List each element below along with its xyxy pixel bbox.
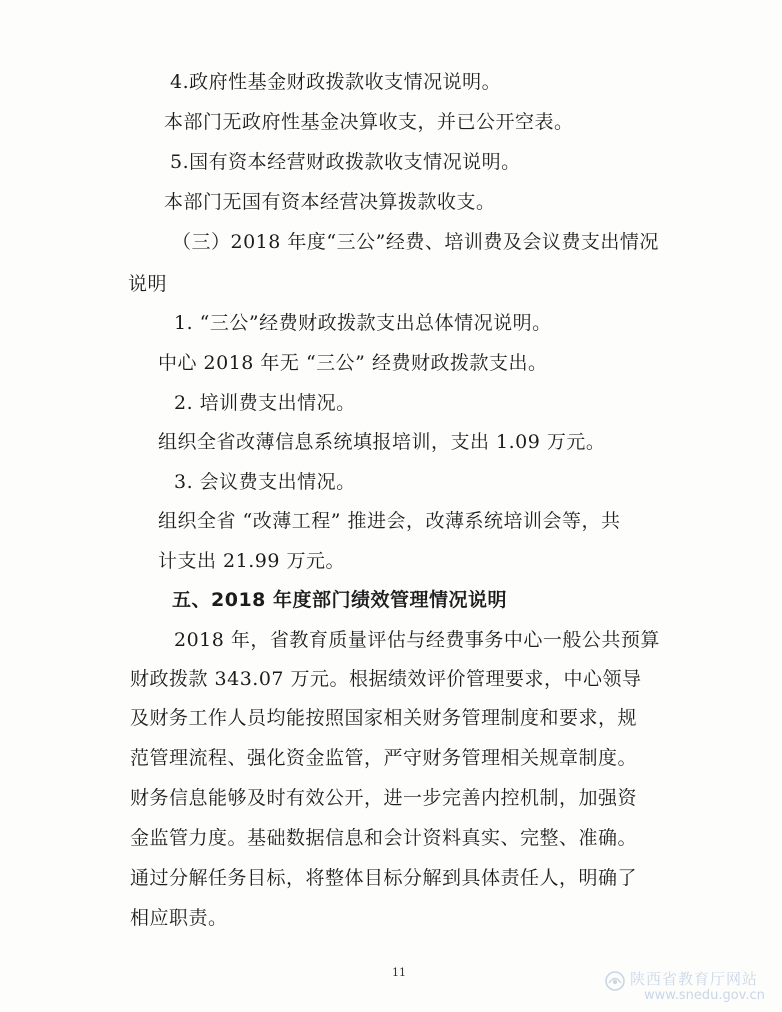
- performance-para-line-6: 金监管力度。基础数据信息和会计资料真实、完整、准确。: [130, 827, 638, 849]
- item-2-heading: 2. 培训费支出情况。: [174, 392, 356, 414]
- site-watermark: [604, 968, 780, 1008]
- site-logo-icon: [604, 970, 626, 992]
- section-5-body: 本部门无国有资本经营决算拨款收支。: [164, 191, 496, 213]
- item-3-body: 组织全省 “改薄工程” 推进会，改薄系统培训会等，共: [158, 510, 621, 532]
- performance-para-line-3: 及财务工作人员均能按照国家相关财务管理制度和要求，规: [130, 707, 638, 729]
- watermark-title: 陕西省教育厅网站: [630, 970, 759, 988]
- performance-para-line-4: 范管理流程、强化资金监管，严守财务管理相关规章制度。: [130, 747, 638, 769]
- section-5-heading: 5.国有资本经营财政拨款收支情况说明。: [170, 151, 521, 173]
- section-4-heading: 4.政府性基金财政拨款收支情况说明。: [170, 71, 502, 93]
- watermark-url: www.snedu.gov.cn: [644, 988, 765, 1003]
- item-1-heading: 1. “三公”经费财政拨款支出总体情况说明。: [174, 312, 552, 334]
- item-3-heading: 3. 会议费支出情况。: [174, 471, 356, 493]
- page-number: 11: [392, 966, 406, 979]
- performance-para-line-5: 财务信息能够及时有效公开，进一步完善内控机制，加强资: [130, 787, 638, 809]
- item-2-body: 组织全省改薄信息系统填报培训，支出 1.09 万元。: [158, 431, 606, 453]
- section-five-heading: 五、2018 年度部门绩效管理情况说明: [172, 589, 507, 611]
- performance-para-line-1: 2018 年，省教育质量评估与经费事务中心一般公共预算: [174, 629, 660, 651]
- subsection-3-heading-cont: 说明: [128, 273, 168, 295]
- performance-para-line-8: 相应职责。: [130, 907, 228, 929]
- performance-para-line-2: 财政拨款 343.07 万元。根据绩效评价管理要求，中心领导: [130, 668, 642, 690]
- section-4-body: 本部门无政府性基金决算收支，并已公开空表。: [164, 111, 574, 133]
- performance-para-line-7: 通过分解任务目标，将整体目标分解到具体责任人，明确了: [130, 867, 638, 889]
- item-3-body-cont: 计支出 21.99 万元。: [158, 550, 345, 572]
- subsection-3-heading: （三）2018 年度“三公”经费、培训费及会议费支出情况: [172, 231, 659, 253]
- item-1-body: 中心 2018 年无 “三公” 经费财政拨款支出。: [158, 352, 548, 374]
